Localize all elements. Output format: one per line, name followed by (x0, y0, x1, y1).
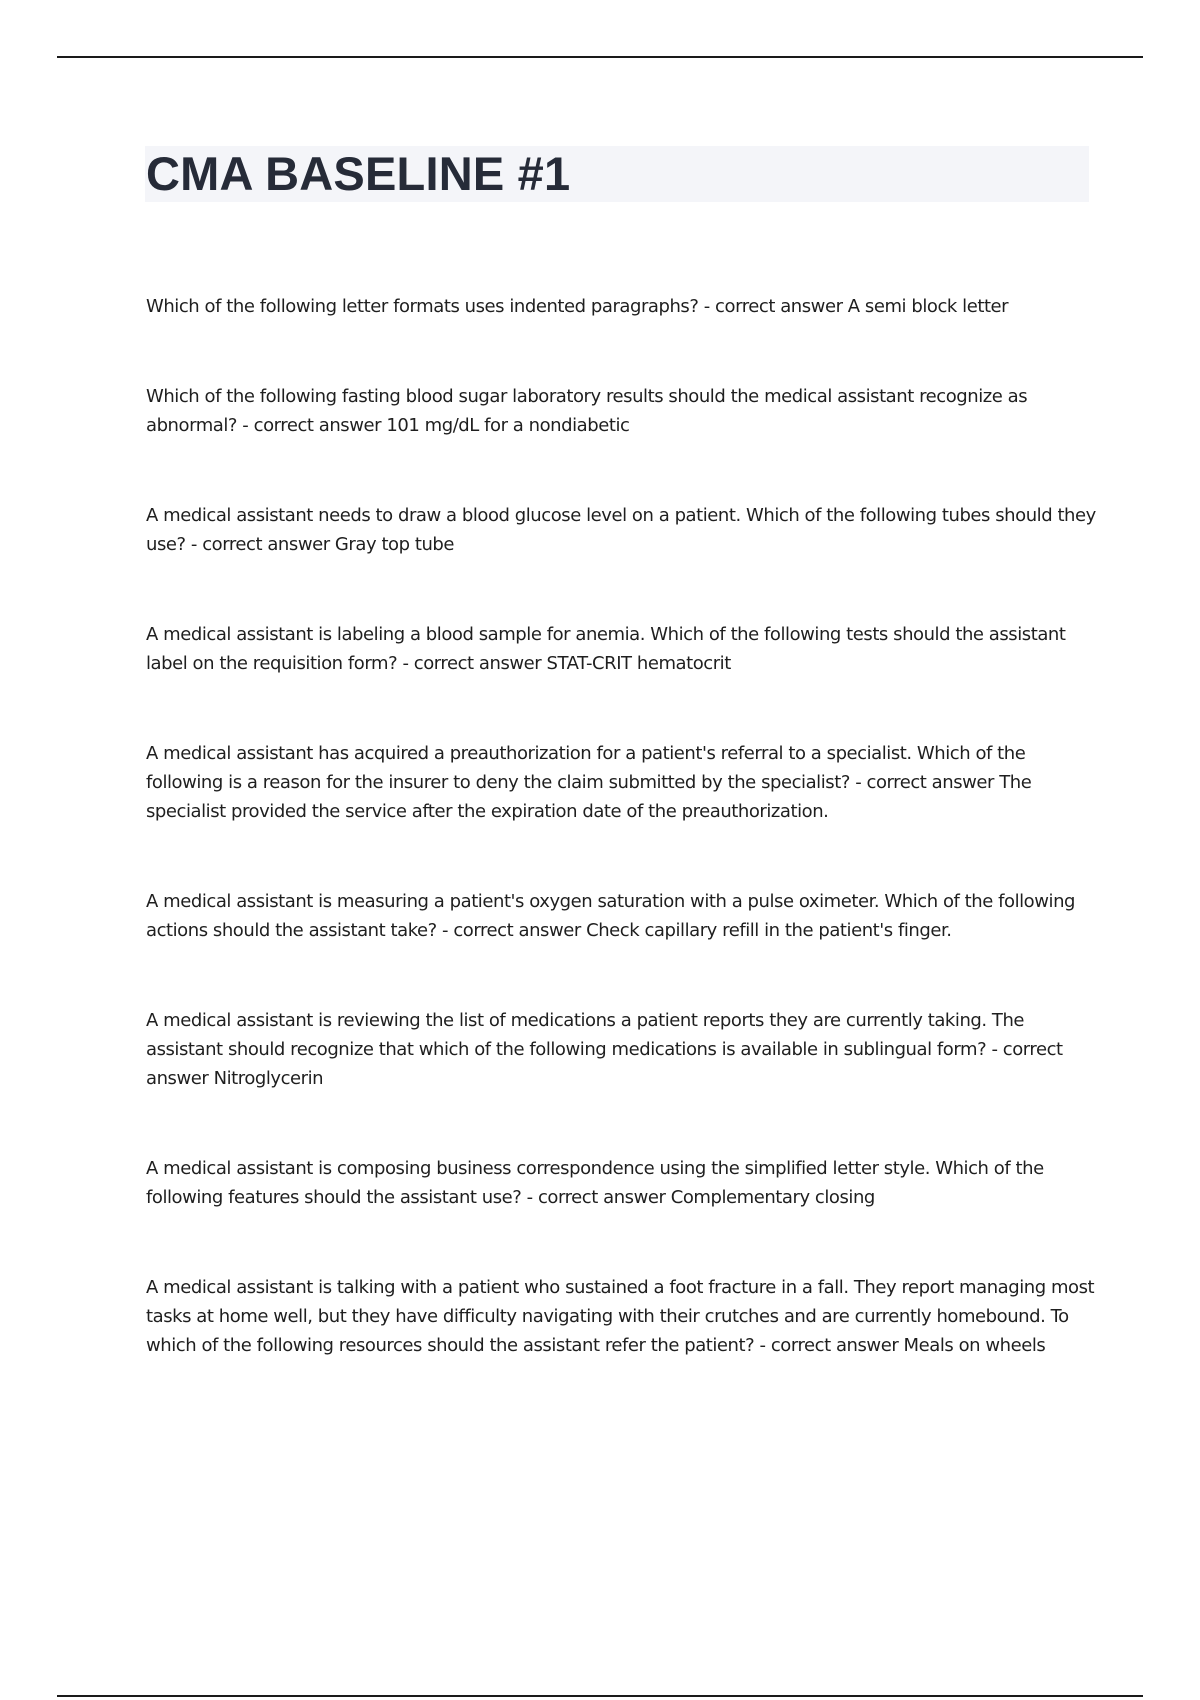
question-item: Which of the following letter formats uses indented paragraphs? - correct answer A semi block letter (146, 296, 1009, 317)
question-item: A medical assistant is measuring a patient's oxygen saturation with a pulse oximeter. Which of the following actions should the assistant take? - correct answer Check capillary refill in the patient's finger. (146, 891, 1075, 941)
question-item: A medical assistant needs to draw a blood glucose level on a patient. Which of the following tubes should they use? - correct answer Gray top tube (146, 505, 1096, 555)
question-item: A medical assistant is composing business correspondence using the simplified letter style. Which of the following features should the assistant use? - correct answer Complementary closing (146, 1158, 1044, 1208)
question-item: A medical assistant is reviewing the list of medications a patient reports they are currently taking. The assistant should recognize that which of the following medications is available in sublingual form? - correct answer Nitroglycerin (146, 1010, 1063, 1089)
question-item: Which of the following fasting blood sugar laboratory results should the medical assistant recognize as abnormal? - correct answer 101 mg/dL for a nondiabetic (146, 386, 1028, 436)
question-list (146, 292, 1096, 1421)
page-title: CMA BASELINE #1 (146, 147, 571, 200)
question-item: A medical assistant is labeling a blood sample for anemia. Which of the following tests should the assistant label on the requisition form? - correct answer STAT-CRIT hematocrit (146, 624, 1066, 674)
top-divider (57, 56, 1143, 58)
question-item: A medical assistant is talking with a patient who sustained a foot fracture in a fall. They report managing most tasks at home well, but they have difficulty navigating with their crutches and are currently homebound. To which of the following resources should the assistant refer the patient? - correct answer Meals on wheels (146, 1277, 1095, 1356)
question-item: A medical assistant has acquired a preauthorization for a patient's referral to a specialist. Which of the following is a reason for the insurer to deny the claim submitted by the specialist? - correct answer The specialist provided the service after the expiration date of the preauthorization. (146, 743, 1032, 822)
bottom-divider (57, 1695, 1143, 1697)
